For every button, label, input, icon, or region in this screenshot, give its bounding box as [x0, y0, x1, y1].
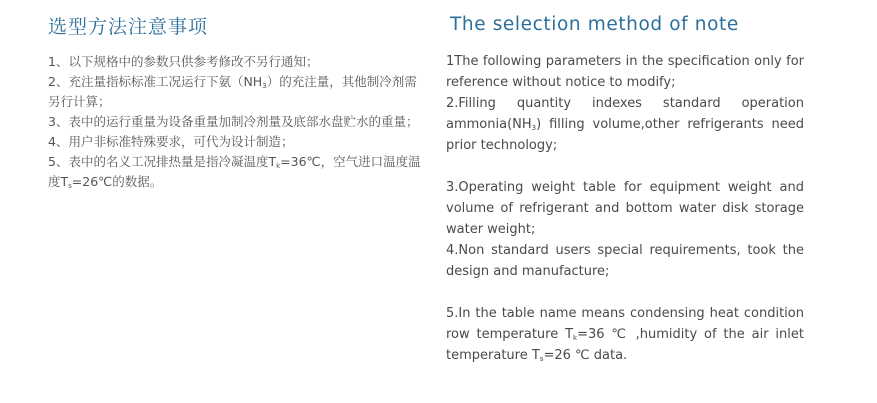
en-note-5: [446, 303, 804, 366]
cn-title: 选型方法注意事项: [48, 16, 209, 38]
cn-note-1: 1、以下规格中的参数只供参考修改不另行通知；: [48, 54, 319, 69]
cn-note-5-sub-s: s: [68, 182, 72, 190]
cn-note-5: [48, 152, 426, 192]
cn-note-2-part-b: ）的充注量，其他制冷剂需另行计算；: [48, 74, 417, 109]
en-note-2-part-b: ) filling volume,other refrigerants need prior technology;: [446, 117, 804, 153]
en-title: The selection method of note: [450, 14, 739, 35]
cn-note-4: 4、用户非标准特殊要求，可代为设计制造；: [48, 134, 294, 149]
cn-note-5-sub-k: k: [276, 162, 281, 170]
cn-notes: [48, 52, 426, 192]
en-note-5-part-b: =36 ℃ ,humidity of the air inlet temperature T: [446, 327, 804, 363]
cn-note-5-part-c: =26℃的数据。: [71, 174, 163, 189]
en-note-5-part-c: =26 ℃ data.: [543, 348, 628, 363]
en-notes: [446, 51, 804, 366]
en-note-3: 3.Operating weight table for equipment weight and volume of refrigerant and bottom water disk storage water weight;: [446, 180, 804, 237]
cn-note-2-part-a: 2、充注量指标标准工况运行下氨（NH: [48, 74, 263, 89]
cn-note-2: [48, 72, 426, 112]
en-note-1: 1The following parameters in the specification only for reference without notice to modify;: [446, 54, 804, 90]
cn-note-3: 3、表中的运行重量为设备重量加制冷剂量及底部水盘贮水的重量；: [48, 114, 419, 129]
en-note-5-sub-k: k: [573, 334, 578, 342]
en-note-2-part-a: 2.Filling quantity indexes standard operation ammonia(NH: [446, 96, 804, 132]
en-note-4: 4.Non standard users special requirements, took the design and manufacture;: [446, 243, 804, 279]
cn-note-5-part-a: 5、表中的名义工况排热量是指冷凝温度T: [48, 154, 277, 169]
en-note-2-sub: 3: [531, 124, 537, 132]
cn-note-5-part-b: =36℃，空气进口温度温度T: [48, 154, 421, 189]
en-note-2: [446, 93, 804, 156]
en-note-5-part-a: 5.In the table name means condensing heat condition row temperature T: [446, 306, 804, 342]
cn-note-2-sub: 3: [262, 82, 267, 90]
en-note-5-sub-s: s: [539, 355, 544, 363]
